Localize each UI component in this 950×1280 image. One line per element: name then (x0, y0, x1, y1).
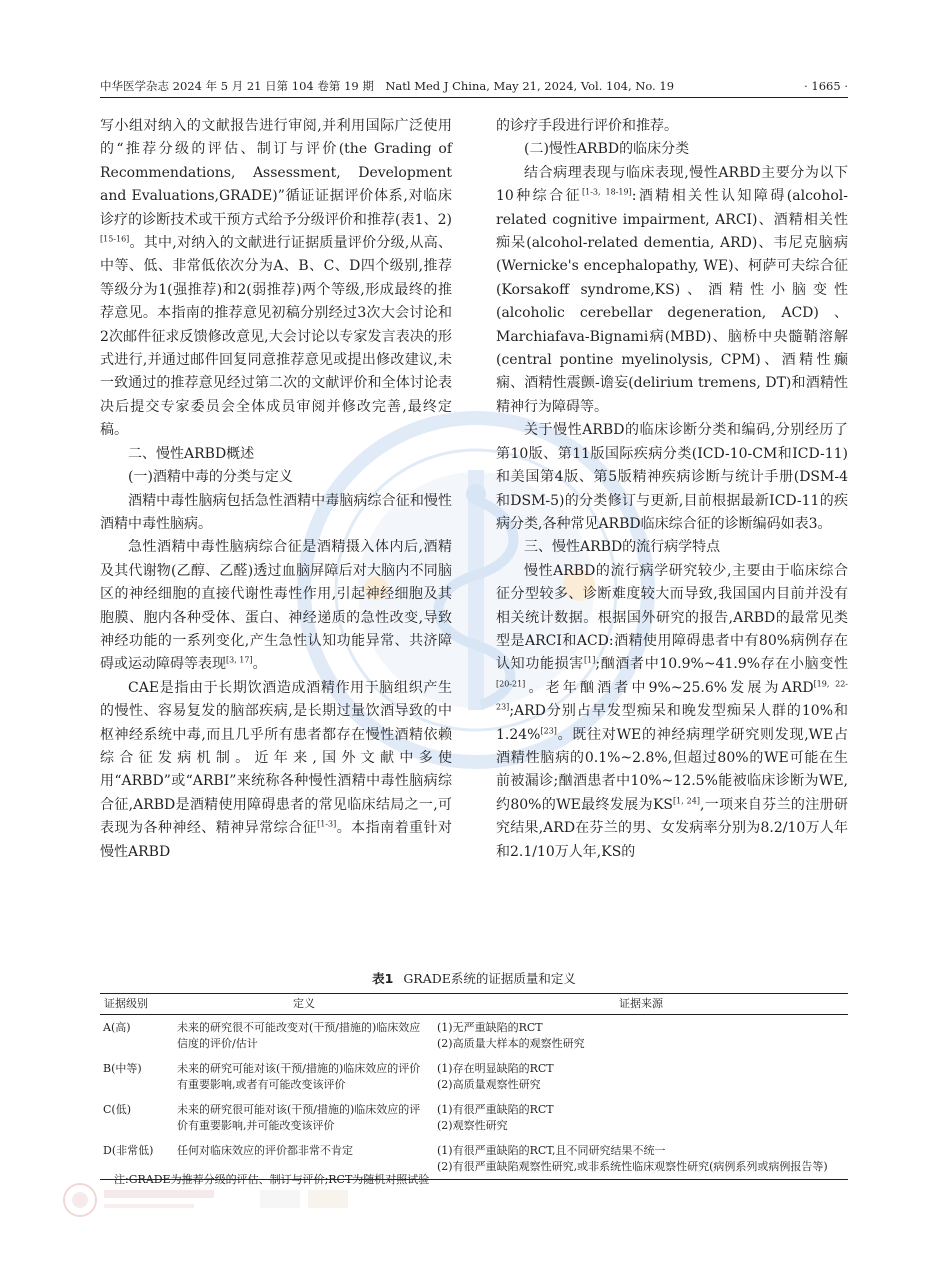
definition-cell: 未来的研究很可能对该(干预/措施的)临床效应的评价有重要影响,并可能改变该评价 (177, 1103, 421, 1132)
definition-cell: 未来的研究可能对该(干预/措施的)临床效应的评价有重要影响,或者有可能改变该评价 (177, 1062, 421, 1091)
evidence-level-cell: A(高) (103, 1021, 131, 1034)
paragraph: 关于慢性ARBD的临床诊断分类和编码,分别经历了第10版、第11版国际疾病分类(ICD-10-CM和ICD-11)和美国第4版、第5版精神疾病诊断与统计手册(DSM-4和DSM-5)的分类修订与更新,目前根据最新ICD-11的疾病分类,各种常见ARBD临床综合征的诊断编码如表3。 (496, 422, 848, 532)
source-item: (1)存在明显缺陷的RCT (437, 1062, 554, 1075)
right-column (496, 115, 848, 864)
subsection-heading: (二)慢性ARBD的临床分类 (524, 141, 690, 158)
source-item: (1)有很严重缺陷的RCT (437, 1103, 554, 1116)
source-item: (2)高质量观察性研究 (437, 1078, 541, 1091)
citation: [15-16] (100, 234, 130, 244)
definition-cell: 未来的研究很不可能改变对(干预/措施的)临床效应信度的评价/估计 (177, 1021, 421, 1050)
running-header (100, 77, 848, 95)
section-heading: 三、慢性ARBD的流行病学特点 (524, 539, 721, 556)
table-number: 表1 (372, 971, 394, 986)
subsection-heading: (一)酒精中毒的分类与定义 (128, 469, 293, 486)
journal-citation: 中华医学杂志 2024 年 5 月 21 日第 104 卷第 19 期 Natl Med J China, May 21, 2024, Vol. 104, No. 19 (100, 79, 675, 93)
paragraph: 急性酒精中毒性脑病综合征是酒精摄入体内后,酒精及其代谢物(乙醇、乙醛)透过血脑屏障后对大脑内不同脑区的神经细胞的直接代谢性毒性作用,引起神经细胞及其胞膜、胞内各种受体、蛋白、神经递质的急性改变,导致神经功能的一系列变化,产生急性认知功能异常、共济障碍或运动障碍等表现[3, 17]。 (100, 539, 452, 673)
definition-cell: 任何对临床效应的评价都非常不肯定 (174, 1138, 434, 1180)
source-item: (1)有很严重缺陷的RCT,且不同研究结果不统一 (437, 1144, 666, 1157)
evidence-level-cell: C(低) (103, 1103, 131, 1116)
table-header-row (100, 994, 848, 1015)
column-header: 定义 (174, 994, 434, 1015)
source-item: (2)高质量大样本的观察性研究 (437, 1037, 585, 1050)
paragraph: 结合病理表现与临床表现,慢性ARBD主要分为以下10种综合征[1-3, 18-19]:酒精相关性认知障碍(alcohol-related cognitive impairment, ARCI)、酒精相关性痴呆(alcohol-related dementia, ARD)、韦尼克脑病(Wernicke's encephalopathy, WE)、柯萨可夫综合征(Korsakoff syndrome,KS)、酒精性小脑变性 (alcoholic cerebellar degeneration, ACD) 、Marchiafava-Bignami病(MBD)、脑桥中央髓鞘溶解(central pontine myelinolysis, CPM)、酒精性癫痫、酒精性震颤-谵妄(delirium tremens, DT)和酒精性精神行为障碍等。 (496, 164, 848, 415)
section-heading: 二、慢性ARBD概述 (128, 445, 255, 462)
paragraph: 慢性ARBD的流行病学研究较少,主要由于临床综合征分型较多、诊断难度较大而导致,我国国内目前并没有相关统计数据。根据国外研究的报告,ARBD的最常见类型是ARCI和ACD:酒精使用障碍患者中有80%病例存在认知功能损害[1];酗酒者中10.9%~41.9%存在小脑变性[20-21]。老年酗酒者中9%~25.6%发展为ARD[19, 22-23];ARD分别占早发型痴呆和晚发型痴呆人群的10%和1.24%[23]。既往对WE的神经病理学研究则发现,WE占酒精性脑病的0.1%~2.8%,但超过80%的WE可能在生前被漏诊;酗酒患者中10%~12.5%能被临床诊断为WE,约80%的WE最终发展为KS[1, 24],一项来自芬兰的注册研究结果,ARD在芬兰的男、女发病率分别为8.2/10万人年和2.1/10万人年,KS的 (496, 562, 849, 860)
source-cell (434, 1097, 848, 1138)
table-row (100, 1056, 848, 1097)
citation: [1] (583, 655, 596, 665)
evidence-level-cell: D(非常低) (100, 1138, 174, 1180)
source-cell (434, 1056, 848, 1097)
table-row (100, 1015, 848, 1057)
column-header: 证据级别 (100, 994, 174, 1015)
table-row (100, 1097, 848, 1138)
source-item: (2)有很严重缺陷观察性研究,或非系统性临床观察性研究(病例系列或病例报告等) (437, 1160, 828, 1173)
citation: [19, 22-23] (496, 679, 848, 712)
citation: [1-3, 18-19] (582, 187, 632, 197)
table-caption (100, 970, 848, 988)
source-item: (1)无严重缺陷的RCT (437, 1021, 543, 1034)
page-number: · 1665 · (804, 79, 848, 93)
column-header: 证据来源 (434, 994, 848, 1015)
source-cell (434, 1015, 848, 1057)
citation: [3, 17] (226, 655, 253, 665)
table-title: GRADE系统的证据质量和定义 (403, 971, 576, 986)
paragraph: 酒精中毒性脑病包括急性酒精中毒脑病综合征和慢性酒精中毒性脑病。 (100, 492, 452, 532)
citation: [1, 24] (673, 796, 700, 806)
citation: [23] (540, 725, 557, 735)
source-cell (434, 1138, 848, 1180)
table-footnote: 注:GRADE为推荐分级的评估、制订与评价;RCT为随机对照试验 (114, 1173, 430, 1186)
paragraph: 写小组对纳入的文献报告进行审阅,并利用国际广泛使用的“推荐分级的评估、制订与评价(the Grading of Recommendations, Assessment, Development and Evaluations,GRADE)”循证证据评价体系,对临床诊疗的诊断技术或干预方式给予分级评价和推荐(表1、2)[15-16]。其中,对纳入的文献进行证据质量评价分级,从高、中等、低、非常低依次分为A、B、C、D四个级别,推荐等级分为1(强推荐)和2(弱推荐)两个等级,形成最终的推荐意见。本指南的推荐意见初稿分别经过3次大会讨论和2次邮件征求反馈修改意见,大会讨论以专家发言表决的形式进行,并通过邮件回复同意推荐意见或提出修改建议,未一致通过的推荐意见经过第二次的文献评价和全体讨论表决后提交专家委员会全体成员审阅并修改完善,最终定稿。 (100, 118, 452, 439)
citation: [20-21] (496, 679, 526, 689)
left-column (100, 115, 452, 864)
paragraph: CAE是指由于长期饮酒造成酒精作用于脑组织产生的慢性、容易复发的脑部疾病,是长期过量饮酒导致的中枢神经系统中毒,而且几乎所有患者都存在慢性酒精依赖综合征发病机制。近年来,国外文献中多使用“ARBD”或“ARBI”来统称各种慢性酒精中毒性脑病综合征,ARBD是酒精使用障碍患者的常见临床结局之一,可表现为各种神经、精神异常综合征[1-3]。本指南着重针对慢性ARBD (100, 679, 453, 860)
grade-evidence-table (100, 993, 848, 1180)
source-item: (2)观察性研究 (437, 1119, 508, 1132)
paragraph: 的诊疗手段进行评价和推荐。 (496, 118, 678, 134)
header-divider (100, 97, 848, 98)
citation: [1-3] (317, 819, 337, 829)
evidence-level-cell: B(中等) (103, 1062, 142, 1075)
